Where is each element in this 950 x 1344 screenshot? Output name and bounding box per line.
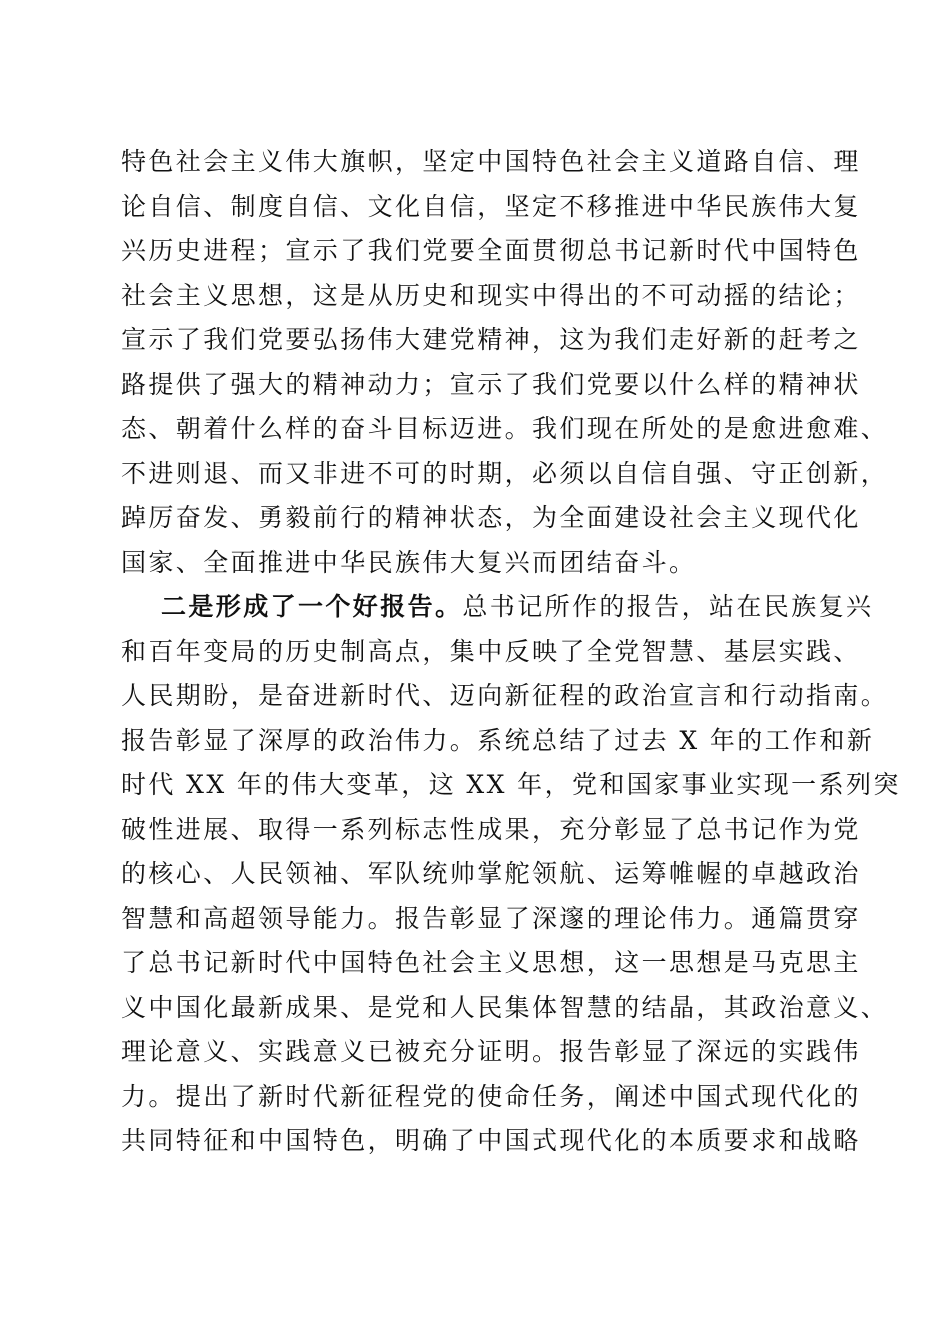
text-line: 人民期盼，是奋进新时代、迈向新征程的政治宣言和行动指南。 — [121, 681, 889, 710]
text-line: 不进则退、而又非进不可的时期，必须以自信自强、守正创新， — [121, 458, 889, 488]
text-line: 力。提出了新时代新征程党的使命任务，阐述中国式现代化的 — [121, 1081, 861, 1111]
text-line: 论自信、制度自信、文化自信，坚定不移推进中华民族伟大复 — [121, 191, 861, 221]
paragraph-first-line — [121, 585, 874, 630]
text-line: 报告彰显了深厚的政治伟力。系统总结了过去 X 年的工作和新 — [121, 725, 875, 755]
text-line: 和百年变局的历史制高点，集中反映了全党智慧、基层实践、 — [121, 636, 861, 666]
text-line: 路提供了强大的精神动力；宣示了我们党要以什么样的精神状 — [121, 369, 861, 399]
text-line: 了总书记新时代中国特色社会主义思想，这一思想是马克思主 — [121, 948, 861, 977]
text-line: 兴历史进程；宣示了我们党要全面贯彻总书记新时代中国特色 — [121, 236, 861, 265]
text-line: 态、朝着什么样的奋斗目标迈进。我们现在所处的是愈进愈难、 — [121, 414, 889, 443]
text-line: 社会主义思想，这是从历史和现实中得出的不可动摇的结论； — [121, 280, 861, 310]
text-line: 踔厉奋发、勇毅前行的精神状态，为全面建设社会主义现代化 — [121, 503, 861, 532]
text-line: 国家、全面推进中华民族伟大复兴而团结奋斗。 — [121, 547, 697, 577]
text-line: 共同特征和中国特色，明确了中国式现代化的本质要求和战略 — [121, 1126, 861, 1155]
text-line: 义中国化最新成果、是党和人民集体智慧的结晶，其政治意义、 — [121, 992, 889, 1022]
text-line: 理论意义、实践意义已被充分证明。报告彰显了深远的实践伟 — [121, 1037, 861, 1066]
text-line: 特色社会主义伟大旗帜，坚定中国特色社会主义道路自信、理 — [121, 147, 861, 176]
text-line: 的核心、人民领袖、军队统帅掌舵领航、运筹帷幄的卓越政治 — [121, 859, 861, 888]
text-line: 破性进展、取得一系列标志性成果，充分彰显了总书记作为党 — [121, 814, 861, 844]
text-line: 宣示了我们党要弘扬伟大建党精神，这为我们走好新的赶考之 — [121, 325, 861, 354]
text-line: 时代 XX 年的伟大变革，这 XX 年，党和国家事业实现一系列突 — [121, 770, 901, 799]
text-line: 智慧和高超领导能力。报告彰显了深邃的理论伟力。通篇贯穿 — [121, 903, 861, 933]
section-heading: 二是形成了一个好报告。 — [161, 592, 463, 621]
body-text — [121, 140, 901, 1164]
text-fragment: 总书记所作的报告，站在民族复兴 — [462, 592, 874, 621]
